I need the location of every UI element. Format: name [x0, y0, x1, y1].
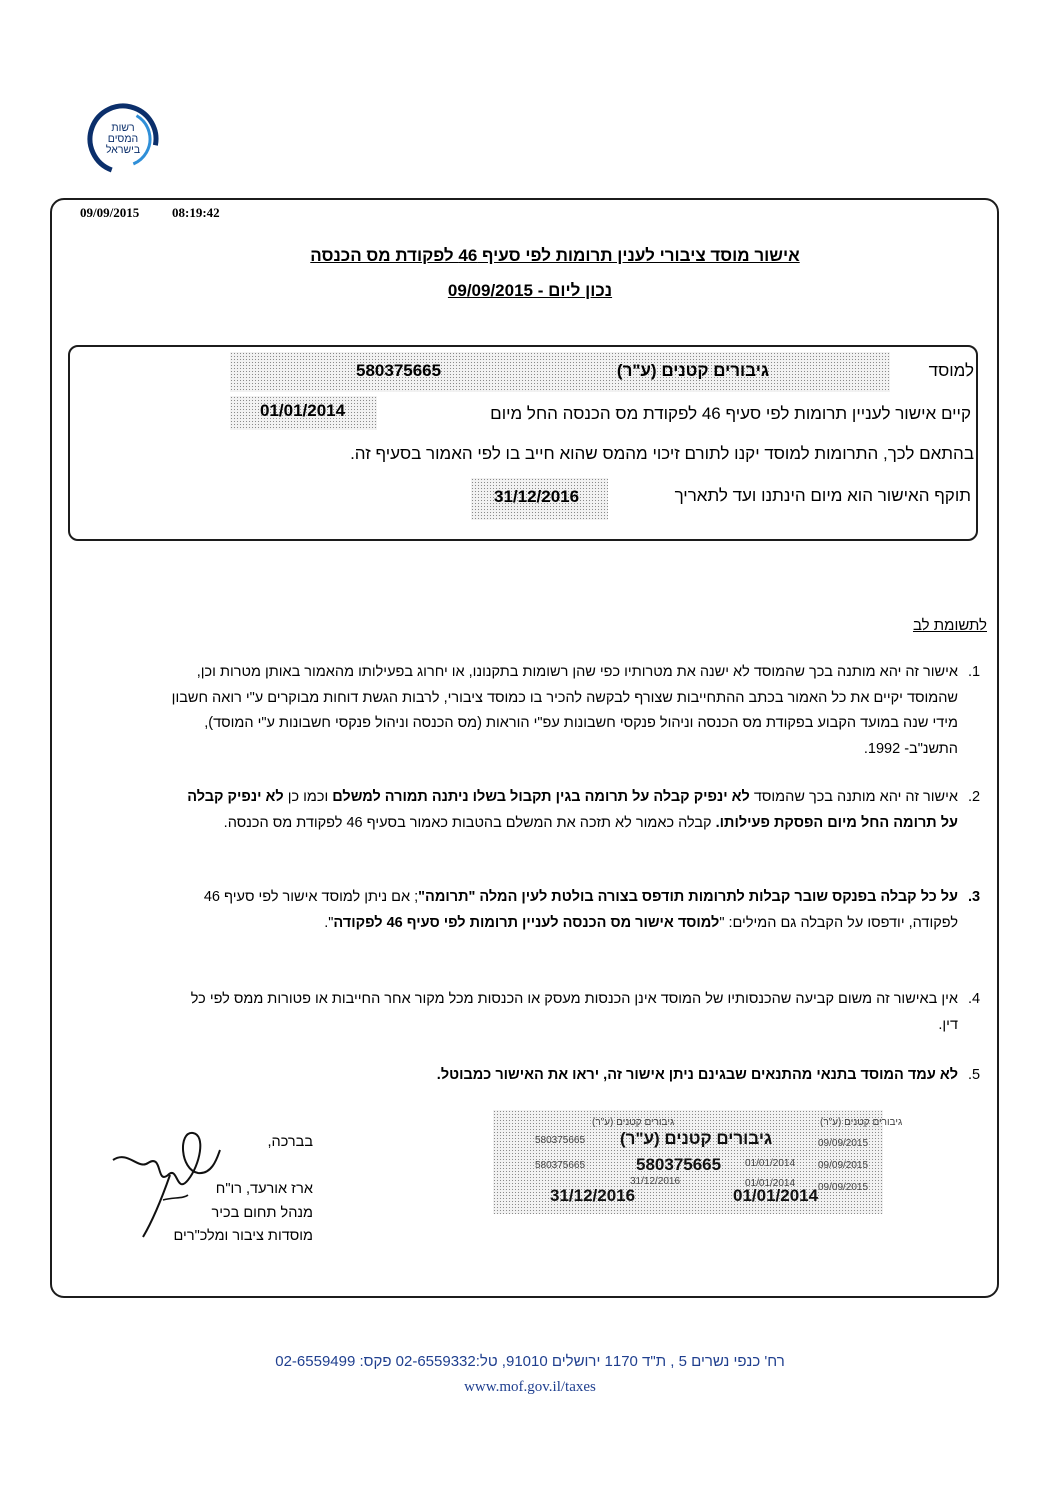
stamp-issue-date: 09/09/2015: [818, 1138, 869, 1149]
institution-id: 580375665: [356, 361, 442, 380]
stamp-institution-name: (גיבורים קטנים (ע"ר: [620, 1129, 773, 1148]
institution-name: גיבורים קטנים (ע"ר): [616, 361, 769, 380]
signer-role-2: מוסדות ציבור ומלכ"רים: [173, 1228, 313, 1244]
handwritten-signature: [108, 1125, 228, 1245]
validity-text: תוקף האישור הוא מיום הינתנו ועד לתאריך: [674, 486, 971, 505]
document-title: אישור מוסד ציבורי לענין תרומות לפי סעיף 46 לפקודת מס הכנסה: [310, 246, 800, 265]
attention-item-2: [170, 785, 990, 836]
item-bold-part: למוסד אישור מס הכנסה לעניין תרומות לפי סעיף 46 לפקודה: [333, 914, 720, 931]
attention-item-4: [170, 987, 990, 1038]
item-number: 4.: [968, 991, 981, 1007]
item-number: 2.: [968, 789, 981, 805]
attention-item-1: [170, 660, 990, 762]
item-text: אישור זה יהא מותנה בכך שהמוסד לא ישנה את מטרותיו כפי שהן רשומות בתקנונו, או יחרוג בפעילותו מהאמור באותן מטרות וכן, שהמוסד יקיים את כל האמור בכתב ההתחייבות שצורף לבקשה להכיר בו כמוסד ציבורי, לרבות הגשת דוחות מבוקרים ע"י רואה חשבון מידי שנה במועד הקבוע בפקודת מס הכנסה וניהול פנקסי חשבונות עפ"י הוראות (מס הכנסה וניהול פנקסי חשבונות ע"י המוסד), התשנ"ב- 1992.: [171, 664, 958, 757]
stamp-label: (גיבורים קטנים (ע"ר: [592, 1117, 675, 1128]
item-number: 3.: [968, 889, 981, 905]
attention-heading: לתשומת לב: [912, 617, 987, 634]
signer-name: ארז אורעד, רו"ח: [215, 1181, 313, 1197]
item-bold-part: לא ינפיק קבלה על תרומה בגין תקבול בשלו ניתנה תמורה למשלם: [332, 789, 750, 805]
item-bold-part: על כל קבלה בפנקס שובר קבלות לתרומות תודפס בצורה בולטת לעין המלה "תרומה": [418, 889, 958, 905]
tax-authority-logo: [84, 100, 162, 178]
signer-role-1: מנהל תחום בכיר: [211, 1204, 313, 1221]
item-text-part: וכמו כן: [283, 789, 333, 805]
institution-field-shading: [230, 352, 890, 392]
document-subtitle: נכון ליום - 09/09/2015: [447, 281, 613, 300]
attention-item-3: [170, 885, 990, 936]
footer-address: רח' כנפי נשרים 5 , ת"ד 1170 ירושלים 91010, טל:02-6559332 פקס: 02-6559499: [275, 1353, 785, 1370]
stamp-start-date: 01/01/2014: [745, 1178, 796, 1189]
item-number: 5.: [968, 1067, 981, 1083]
print-time: 08:19:42: [172, 205, 220, 220]
item-text-part: ".: [324, 914, 334, 931]
attention-item-5: [170, 1063, 990, 1089]
stamp-issue-date: 09/09/2015: [818, 1160, 869, 1171]
stamp-end-date: 31/12/2016: [630, 1176, 681, 1187]
item-number: 1.: [968, 664, 981, 680]
item-text-part: אישור זה יהא מותנה בכך שהמוסד: [749, 789, 958, 805]
logo-line-3: בישראל: [105, 143, 141, 156]
item-text: [170, 785, 958, 836]
approval-start-date: 01/01/2014: [260, 401, 346, 420]
item-text: אין באישור זה משום קביעה שהכנסותיו של המוסד אינן הכנסות מעסק או הכנסות מכל מקור אחר החייבות או פטורות ממס לפי כל דין.: [190, 991, 958, 1033]
stamp-id: 580375665: [535, 1160, 586, 1171]
stamp-start-date: 01/01/2014: [745, 1158, 796, 1169]
item-text-part: קבלה כאמור לא תזכה את המשלם בהטבות כאמור בסעיף 46 לפקודת מס הכנסה.: [223, 814, 716, 831]
approval-end-date: 31/12/2016: [494, 487, 580, 506]
print-date: 09/09/2015: [80, 205, 140, 220]
item-text: [170, 885, 958, 936]
stamp-issue-date: 09/09/2015: [818, 1182, 869, 1193]
stamp-end-date-big: 31/12/2016: [550, 1186, 636, 1205]
logo-line-1: רשות: [111, 121, 135, 134]
item-text: לא עמד המוסד בתנאי מהתנאים שבגינם ניתן אישור זה, יראו את האישור כמבוטל.: [436, 1067, 958, 1083]
footer-url[interactable]: www.mof.gov.il/taxes: [464, 1379, 596, 1395]
consequence-text: בהתאם לכך, התרומות למוסד יקנו לתורם זיכוי מהמס שהוא חייב בו לפי האמור בסעיף זה.: [350, 444, 974, 463]
stamp-start-date-big: 01/01/2014: [733, 1186, 819, 1205]
institution-label: למוסד: [928, 361, 974, 380]
stamp-institution-id: 580375665: [636, 1155, 722, 1174]
logo-line-2: המסים: [107, 132, 139, 145]
approval-text: קיים אישור לעניין תרומות לפי סעיף 46 לפקודת מס הכנסה החל מיום: [490, 404, 971, 423]
logo-text: [84, 100, 162, 178]
greeting: בברכה,: [267, 1134, 313, 1150]
item-bold-part: לא ינפיק קבלה על תרומה החל מיום הפסקת פעילותו.: [187, 789, 958, 831]
item-text-part: ; אם ניתן למוסד אישור לפי סעיף 46 לפקודה, יודפסו על הקבלה גם המילים: ": [203, 889, 958, 931]
stamp-label: (גיבורים קטנים (ע"ר: [820, 1117, 903, 1128]
stamp-id: 580375665: [535, 1135, 586, 1146]
